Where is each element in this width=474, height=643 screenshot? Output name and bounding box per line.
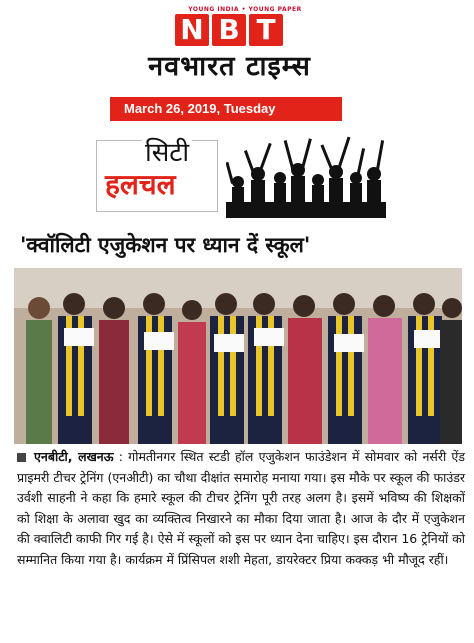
logo-letter-n: N	[175, 14, 209, 46]
bullet-icon	[17, 453, 26, 462]
article-headline: 'क्वॉलिटी एजुकेशन पर ध्यान दें स्कूल'	[20, 233, 311, 257]
article-dateline: एनबीटी, लखनऊ	[34, 449, 114, 464]
article-body-text: गोमतीनगर स्थित स्टडी हॉल एजुकेशन फाउंडेशन में सोमवार को नर्सरी ऐंड प्राइमरी टीचर ट्रेनिंग (एनअीटी) का चौथा दीक्षांत समारोह मनाया गया। इस मौके पर स्कूल की फाउंडर उर्वशी साहनी ने कहा कि हमारे स्कूल की टीचर ट्रेनिंग पूरी तरह अलग है। इसमें भविष्य की शिक्षकों को शिक्षा के अलावा खुद का व्यक्तित्व निखारने का मौका दिया जाता है। आज के दौर में एजुकेशन की क्वालिटी काफी गिर गई है। ऐसे में स्कूलों को इस पर ध्यान देना चाहिए। इस दौरान 16 ट्रेनियों को सम्मानित किया गया है। कार्यक्रम में प्रिंसिपल शशी मेहता, डायरेक्टर प्रिया कक्कड़ भी मौजूद रहीं।	[17, 449, 465, 567]
article-body: एनबीटी, लखनऊ : गोमतीनगर स्थित स्टडी हॉल एजुकेशन फाउंडेशन में सोमवार को नर्सरी ऐंड प्राइमरी टीचर ट्रेनिंग (एनअीटी) का चौथा दीक्षांत समारोह मनाया गया। इस मौके पर स्कूल की फाउंडर उर्वशी साहनी ने कहा कि हमारे स्कूल की टीचर ट्रेनिंग पूरी तरह अलग है। इसमें भविष्य की शिक्षकों को शिक्षा के अलावा खुद का व्यक्तित्व निखारने का मौका दिया जाता है। आज के दौर में एजुकेशन की क्वालिटी काफी गिर गई है। ऐसे में स्कूलों को इस पर ध्यान देना चाहिए। इस दौरान 16 ट्रेनियों को सम्मानित किया गया है। कार्यक्रम में प्रिंसिपल शशी मेहता, डायरेक्टर प्रिया कक्कड़ भी मौजूद रहीं।	[17, 449, 465, 567]
masthead-tagline: YOUNG INDIA • YOUNG PAPER	[188, 6, 302, 13]
paper-name: नवभारत टाइम्स	[148, 51, 311, 82]
section-box	[96, 140, 218, 212]
section-logo	[96, 132, 386, 218]
logo-letter-t: T	[249, 14, 283, 46]
crowd-silhouette-icon	[226, 132, 386, 218]
convocation-photo	[14, 268, 462, 444]
logo-letter-b: B	[212, 14, 246, 46]
masthead	[0, 0, 474, 95]
nbt-logo	[175, 14, 283, 46]
section-title-line2: हलचल	[105, 168, 176, 201]
graduates-group-image	[14, 268, 462, 444]
date-bar: March 26, 2019, Tuesday	[110, 97, 342, 121]
section-title-line1: सिटी	[142, 133, 192, 169]
